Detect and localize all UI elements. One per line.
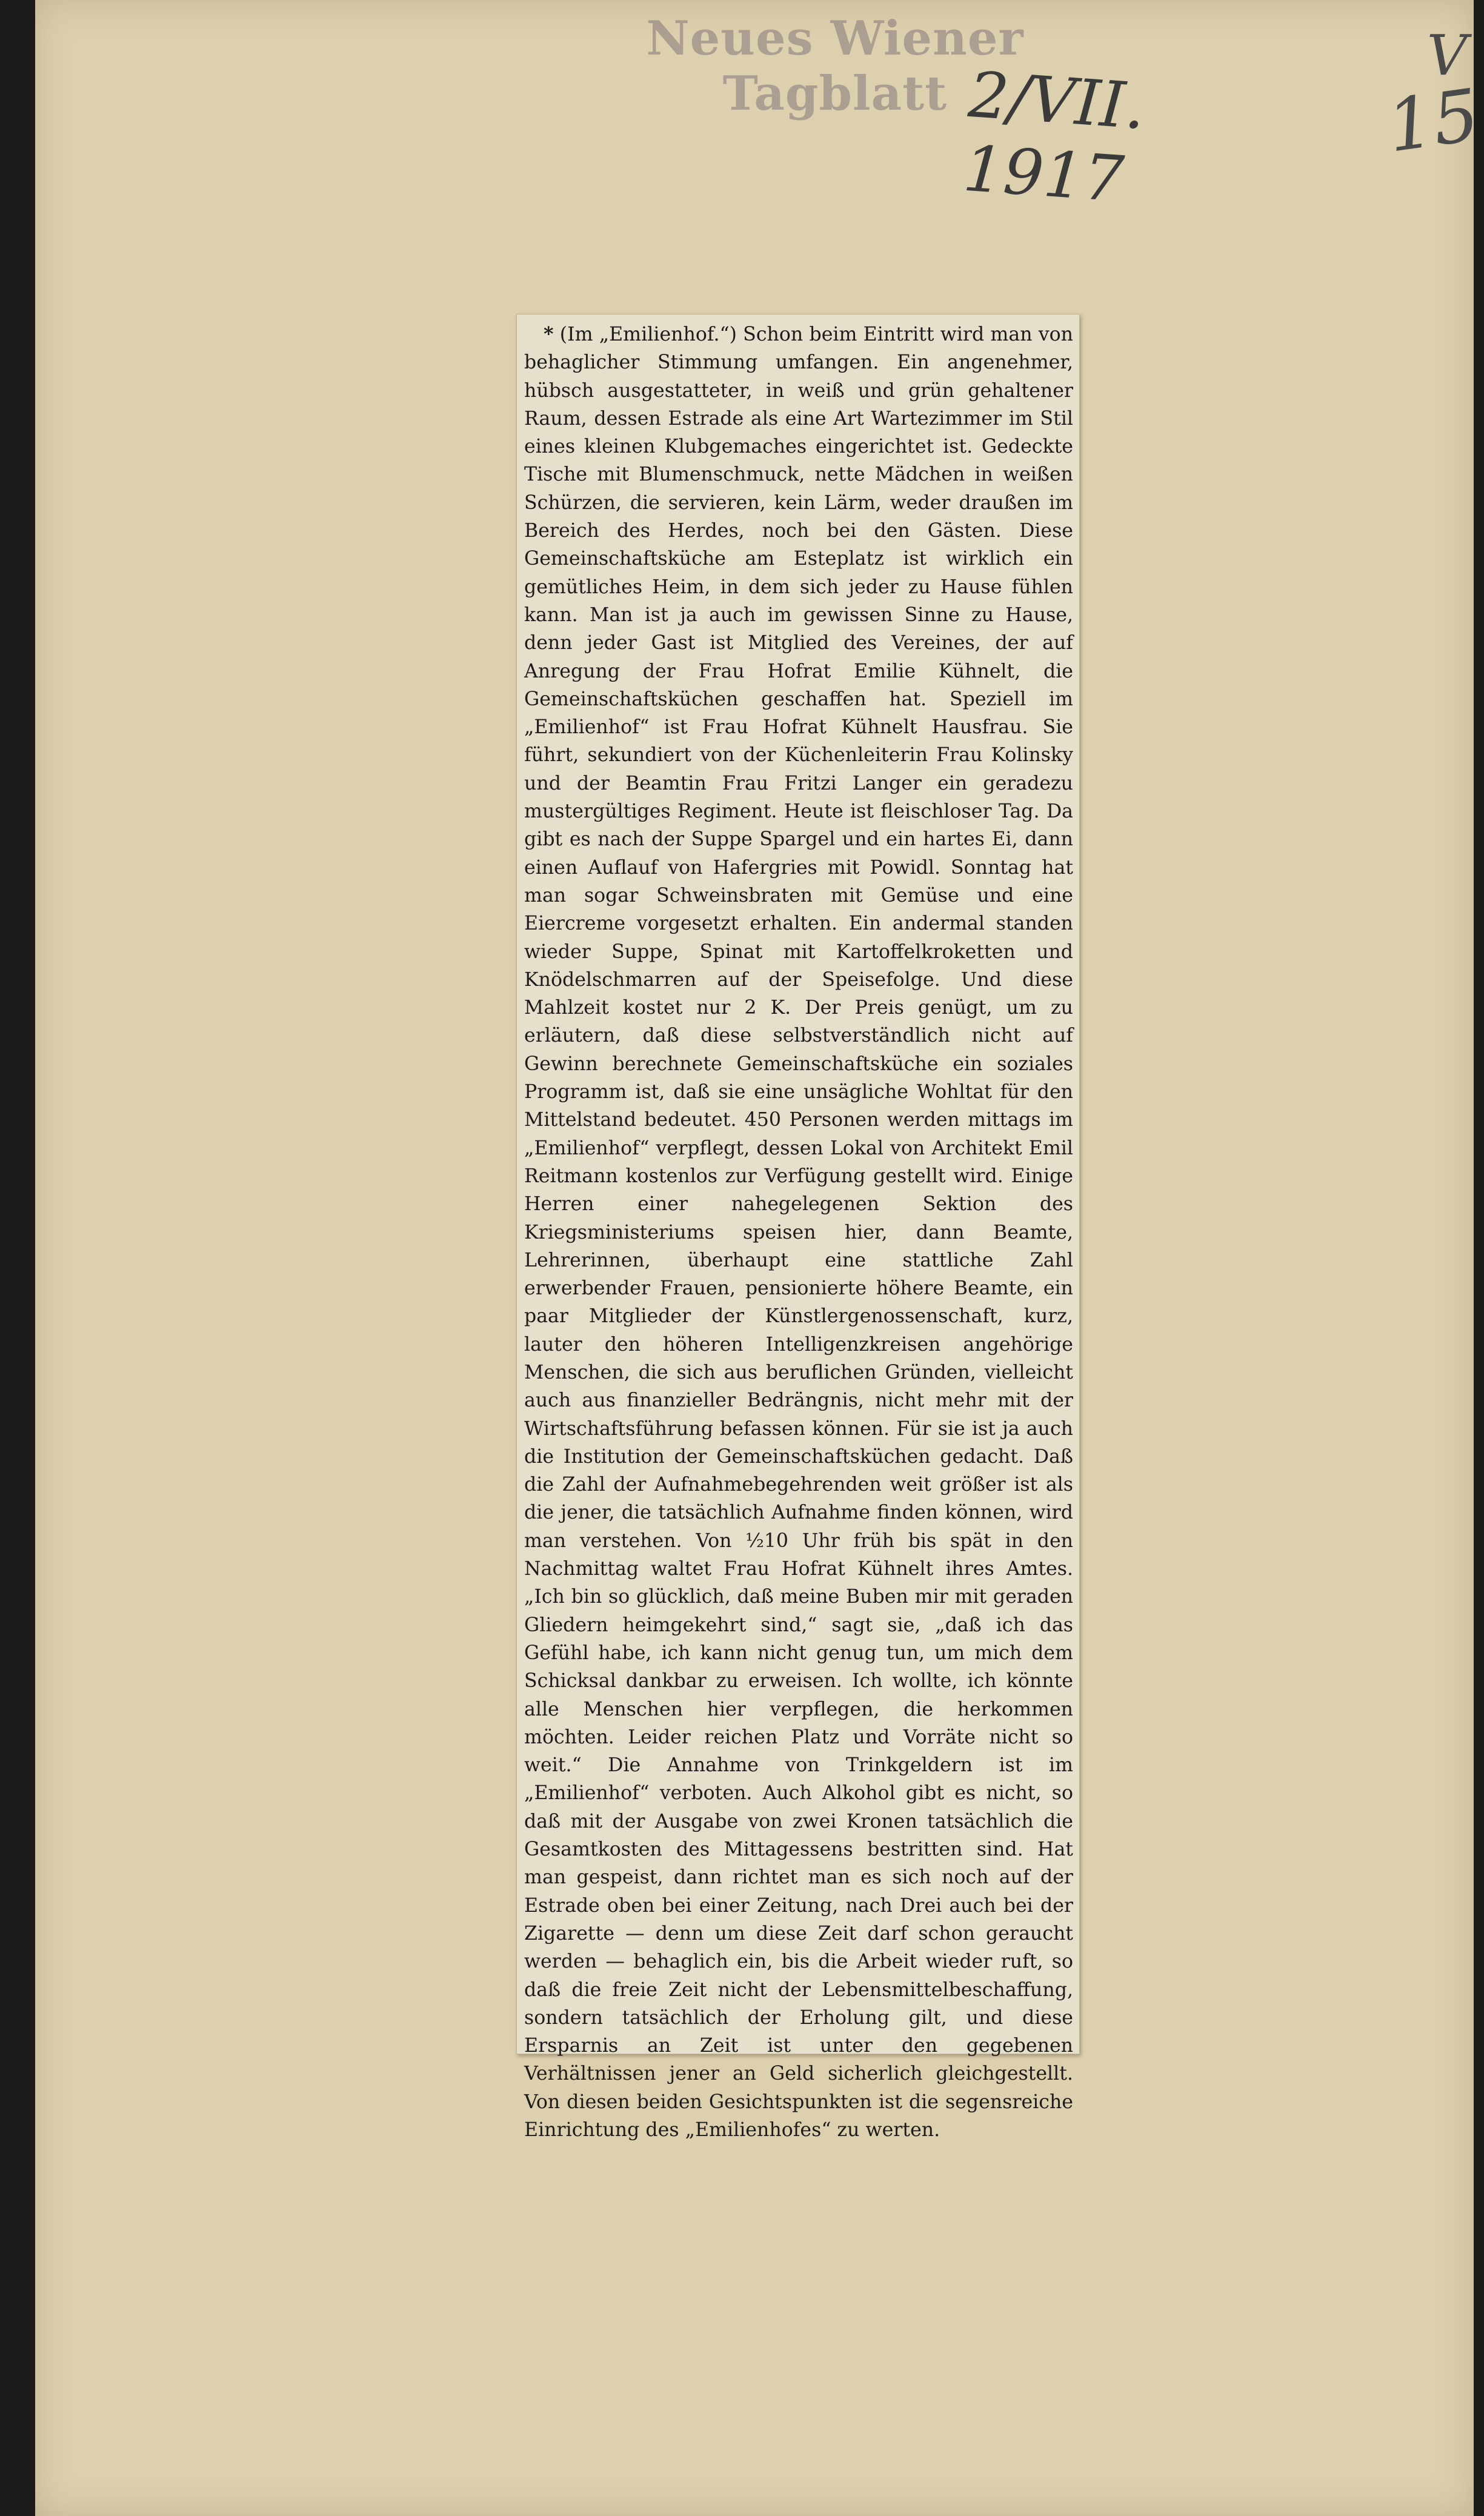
handwritten-date: 2/VII. 1917 — [960, 58, 1148, 216]
newspaper-clipping — [516, 314, 1080, 2141]
page-number: 15 — [1382, 73, 1484, 168]
article-body — [524, 321, 1073, 2144]
article-marker: * — [544, 323, 554, 345]
article-text: (Im „Emilienhof.“) Schon beim Eintritt wird man von behaglicher Stimmung umfangen. Ein angenehmer, hübsch ausgestatteter, in weiß und grün gehaltener Raum, dessen Estrade als eine Art Wartezimmer im Stil eines kleinen Klubgemaches eingerichtet ist. Gedeckte Tische mit Blumenschmuck, nette Mädchen in weißen Schürzen, die servieren, kein Lärm, weder draußen im Bereich des Herdes, noch bei den Gästen. Diese Gemeinschaftsküche am Esteplatz ist wirklich ein gemütliches Heim, in dem sich jeder zu Hause fühlen kann. Man ist ja auch im gewissen Sinne zu Hause, denn jeder Gast ist Mitglied des Vereines, der auf Anregung der Frau Hofrat Emilie Kühnelt, die Gemeinschaftsküchen geschaffen hat. Speziell im „Emilienhof“ ist Frau Hofrat Kühnelt Hausfrau. Sie führt, sekundiert von der Küchenleiterin Frau Kolinsky und der Beamtin Frau Fritzi Langer ein geradezu mustergültiges Regiment. Heute ist fleischloser Tag. Da gibt es nach der Suppe Spargel und ein hartes Ei, dann einen Auflauf von Hafergries mit Powidl. Sonntag hat man sogar Schweinsbraten mit Gemüse und eine Eiercreme vorgesetzt erhalten. Ein andermal standen wieder Suppe, Spinat mit Kartoffelkroketten und Knödelschmarren auf der Speisefolge. Und diese Mahlzeit kostet nur 2 K. Der Preis genügt, um zu erläutern, daß diese selbstverständlich nicht auf Gewinn berechnete Gemeinschaftsküche ein soziales Programm ist, daß sie eine unsägliche Wohltat für den Mittelstand bedeutet. 450 Personen werden mittags im „Emilienhof“ verpflegt, dessen Lokal von Architekt Emil Reitmann kostenlos zur Verfügung gestellt wird. Einige Herren einer nahegelegenen Sektion des Kriegsministeriums speisen hier, dann Beamte, Lehrerinnen, überhaupt eine stattliche Zahl erwerbender Frauen, pensionierte höhere Beamte, ein paar Mitglieder der Künstlergenossenschaft, kurz, lauter den höheren Intelligenzkreisen angehörige Menschen, die sich aus beruflichen Gründen, vielleicht auch aus finanzieller Bedrängnis, nicht mehr mit der Wirtschaftsführung befassen können. Für sie ist ja auch die Institution der Gemeinschaftsküchen gedacht. Daß die Zahl der Aufnahmebegehrenden weit größer ist als die jener, die tatsächlich Aufnahme finden können, wird man verstehen. Von ½10 Uhr früh bis spät in den Nachmittag waltet Frau Hofrat Kühnelt ihres Amtes. „Ich bin so glücklich, daß meine Buben mir mit geraden Gliedern heimgekehrt sind,“ sagt sie, „daß ich das Gefühl habe, ich kann nicht genug tun, um mich dem Schicksal dankbar zu erweisen. Ich wollte, ich könnte alle Menschen hier verpflegen, die herkommen möchten. Leider reichen Platz und Vorräte nicht so weit.“ Die Annahme von Trinkgeldern ist im „Emilienhof“ verboten. Auch Alkohol gibt es nicht, so daß mit der Ausgabe von zwei Kronen tatsächlich die Gesamtkosten des Mittagessens bestritten sind. Hat man gespeist, dann richtet man es sich noch auf der Estrade oben bei einer Zeitung, nach Drei auch bei der Zigarette — denn um diese Zeit darf schon geraucht werden — behaglich ein, bis die Arbeit wieder ruft, so daß die freie Zeit nicht der Lebensmittelbeschaffung, sondern tatsächlich der Erholung gilt, und diese Ersparnis an Zeit ist unter den gegebenen Verhältnissen jener an Geld sicherlich gleichgestellt. Von diesen beiden Gesichtspunkten ist die segensreiche Einrichtung des „Emilienhofes“ zu werten. — [524, 324, 1074, 2141]
newspaper-name-stamp: Neues Wiener Tagblatt — [646, 11, 1024, 121]
folio-mark: V — [1426, 23, 1468, 88]
